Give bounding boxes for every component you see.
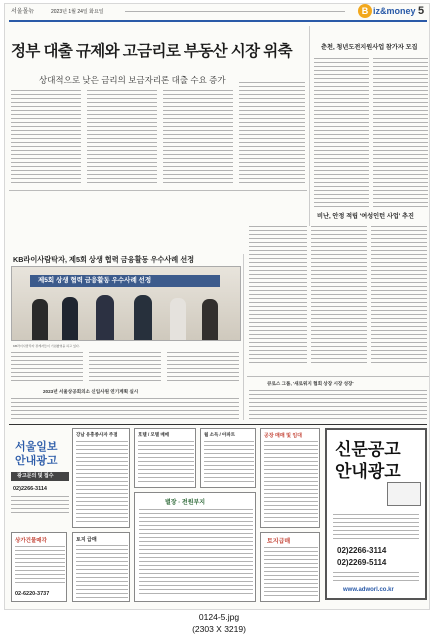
newspaper-page xyxy=(4,3,430,610)
person-3 xyxy=(96,295,114,341)
person-6 xyxy=(202,299,218,341)
ad-cluster-e-body xyxy=(139,509,253,597)
footer-dimensions: (2303 X 3219) xyxy=(192,624,246,634)
person-1 xyxy=(32,299,48,341)
side-story-1-body-a xyxy=(314,58,369,208)
main-body-col-1 xyxy=(11,90,81,186)
ad-cluster-b xyxy=(134,428,196,488)
brand-name: iz&money xyxy=(373,6,416,16)
ad-sinmun-line2: 안내광고 xyxy=(335,462,401,481)
ad-cluster-b-body xyxy=(138,441,194,485)
brand-logo: B xyxy=(358,4,372,18)
ad-seoul-news-line1: 서울일보 xyxy=(15,441,58,453)
main-headline: 정부 대출 규제와 고금리로 부동산 시장 위축 xyxy=(11,43,292,60)
main-body-col-3 xyxy=(163,90,233,186)
main-body-col-2 xyxy=(87,90,157,186)
photo-story-body-b xyxy=(89,352,161,384)
footer-file-name: 0124-5.jpg xyxy=(198,612,240,622)
ad-cluster-d-title: 공장 매매 및 임대 xyxy=(264,433,302,439)
divider-h2 xyxy=(247,376,429,377)
ad-sinmun-illustration xyxy=(387,482,421,506)
ad-cluster-e xyxy=(134,492,256,602)
ads-top-rule xyxy=(9,424,427,425)
side-story-1-headline: 춘천, 청년도전지원사업 참가자 모집 xyxy=(321,44,418,51)
ad-sinmun-info xyxy=(333,572,419,582)
award-photo xyxy=(11,266,241,341)
ad-sinmun-phone2: 02)2269-5114 xyxy=(337,558,387,567)
page-number: 5 xyxy=(418,5,425,17)
ad-cluster-c-body xyxy=(204,441,254,485)
main-body-col-4 xyxy=(239,82,305,186)
ad-sinmun-body xyxy=(333,514,419,542)
ad-sinmun xyxy=(325,428,427,600)
ad-cluster-d-body xyxy=(264,441,318,525)
side-story-2-body-b xyxy=(311,226,367,364)
masthead-paper-name: 서울몰뉴 xyxy=(11,9,35,15)
ad-sinmun-phone1: 02)2266-3114 xyxy=(337,546,387,555)
ad-cluster-c-title: 월 소득 / 아파트 xyxy=(204,432,236,437)
ad-seoul-news-info xyxy=(11,496,69,514)
small-story-1-headline: 2023년 서울상공회의소 신입사원 연기계획 실시 xyxy=(43,389,139,394)
small-story-2-body xyxy=(249,390,427,420)
ad-cluster-a xyxy=(72,428,130,528)
ad-sinmun-web: www.adworl.co.kr xyxy=(343,587,394,593)
photo-story-body-a xyxy=(11,352,83,384)
photo-banner-text: 제5회 상생 협력 금융활동 우수사례 선정 xyxy=(38,277,152,284)
ad-lower-left-title: 상가건물매각 xyxy=(15,538,47,544)
divider-h1 xyxy=(9,190,307,191)
photo-story-body-c xyxy=(167,352,239,384)
ad-lower-left-phone: 02-6220-3737 xyxy=(15,591,50,597)
ad-cluster-g-body xyxy=(264,547,318,599)
small-story-1-body xyxy=(11,398,239,420)
ad-cluster-f-body xyxy=(76,545,128,599)
ad-seoul-news-line2: 안내광고 xyxy=(15,455,58,467)
main-subheadline: 상대적으로 낮은 금리의 보금자리론 대출 수요 증가 xyxy=(39,75,226,85)
ad-lower-left-body xyxy=(15,546,65,586)
masthead-rule xyxy=(9,20,427,22)
person-4 xyxy=(134,295,152,341)
small-story-2-headline: 큐로스 그룹, '새로워지 협회 상장 시장 성장' xyxy=(267,381,354,386)
ad-sinmun-line1: 신문공고 xyxy=(335,440,401,459)
person-2 xyxy=(62,297,78,341)
masthead-info xyxy=(125,11,345,13)
ad-cluster-f-real xyxy=(72,532,130,602)
ad-cluster-a-title: 강남 유흥종사자 주점 xyxy=(76,432,118,437)
photo-story-headline: KB라이사람탁자, 제5회 상생 협력 금융활동 우수사례 선정 xyxy=(13,255,195,264)
ad-cluster-f-title: 토지 급매 xyxy=(76,537,97,543)
side-story-1-body-b xyxy=(373,58,428,208)
ad-seoul-news-sub: 광고문의 및 접수 xyxy=(17,473,54,479)
ad-cluster-a-body xyxy=(76,441,128,525)
divider-v2 xyxy=(243,254,244,420)
ad-seoul-news-phone: 02)2266-3114 xyxy=(13,486,47,492)
ad-cluster-g-title: 토지급매 xyxy=(267,539,291,545)
masthead-date: 2023년 1월 24일 화요일 xyxy=(51,9,104,15)
photo-caption: KB라이사람탁자 관계자들이 기념촬영을 하고 있다. xyxy=(13,344,80,348)
ad-cluster-b-title: 호텔 / 모텔 매매 xyxy=(138,432,170,437)
side-story-2-body-c xyxy=(371,226,427,364)
ad-cluster-d xyxy=(260,428,320,528)
divider-v1 xyxy=(309,26,310,226)
side-story-2-body-a xyxy=(249,226,307,364)
ad-cluster-c xyxy=(200,428,256,488)
ad-cluster-e-title: 별장 · 전원부지 xyxy=(165,500,206,506)
ad-cluster-g xyxy=(260,532,320,602)
ad-lower-left xyxy=(11,532,67,602)
person-5 xyxy=(170,298,186,341)
side-story-2-headline: 비난, 안정 적립 '여성인턴 사업' 추진 xyxy=(317,213,414,220)
